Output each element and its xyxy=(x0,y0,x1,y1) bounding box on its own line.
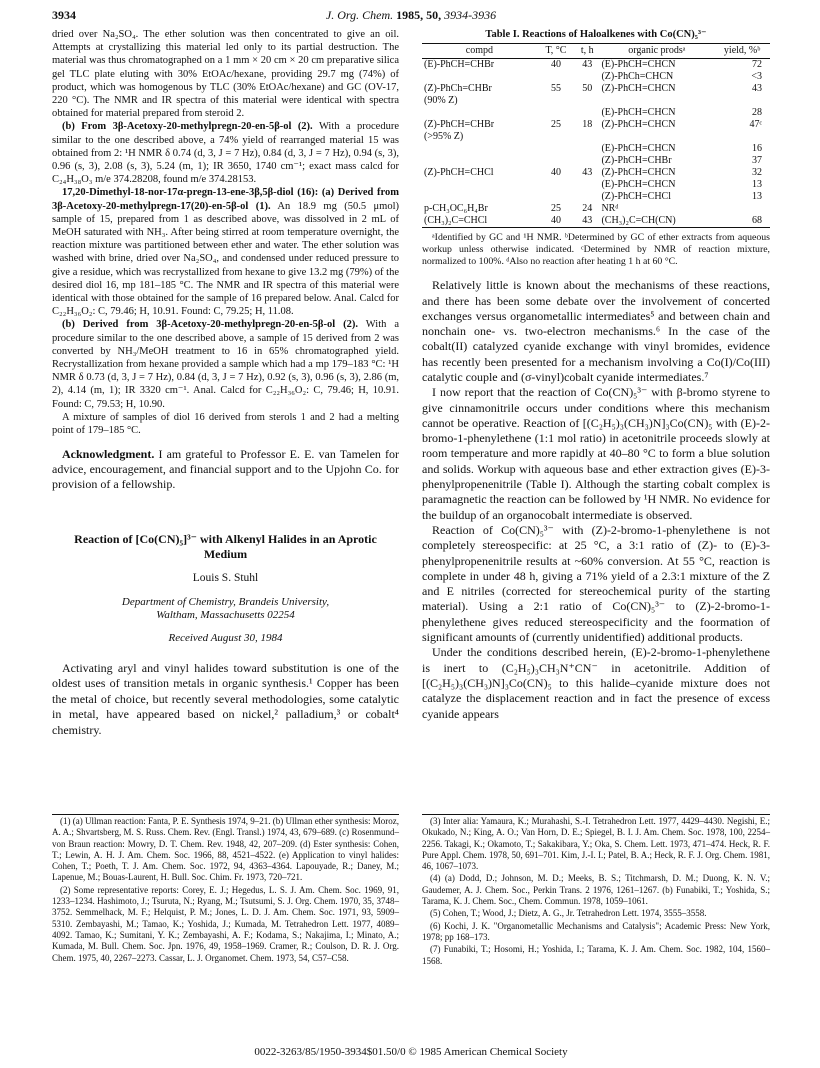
running-header xyxy=(52,8,770,26)
table-row xyxy=(422,119,770,131)
article-affiliation xyxy=(52,596,399,622)
table-cell xyxy=(599,95,714,107)
footnote: (4) (a) Dodd, D.; Johnson, M. D.; Meeks, B. S.; Titchmarsh, D. M.; Duong, K. N. V.; Gaudemer, A. J. Chem. Soc., Perkin Trans. 2 1976, 1261–1267. (b) Funabiki, T.; Yoshida, S.; Tarama, K. J. Chem. Soc., Chem. Commun. 1978, 1059–1061. xyxy=(422,873,770,907)
table-row xyxy=(422,83,770,95)
discussion-paragraph-3: Reaction of Co(CN)₅³⁻ with (Z)-2-bromo-1-phenylethene is not completely stereospecific: at 25 °C, a 3:1 ratio of (Z)- to (E)-3-phenylpropenenitrile results at ~60% conversion. At 55 °C, reaction is complete in under 48 h, giving a 71% yield of a 2.3:1 mixture of the Z and E nitriles (corrected for stereochemical purity of the starting material). Using a 2:1 ratio of Co(CN)₅³⁻ to (Z)-2-bromo-1-phenylethene gives reduced stereospecificity and the foormation of significant amounts of (currently unidentified) additional products. xyxy=(422,522,770,645)
acknowledgment xyxy=(52,447,399,492)
table-cell xyxy=(537,131,575,143)
page-number: 3934 xyxy=(52,8,76,22)
affiliation-line-2: Waltham, Massachusetts 02254 xyxy=(156,608,295,621)
table-cell xyxy=(575,155,599,167)
table-row xyxy=(422,107,770,119)
table-cell: 25 xyxy=(550,119,561,131)
table-cell: (E)-PhCH=CHBr xyxy=(424,59,495,71)
footnotes-right xyxy=(422,814,770,968)
table-cell: 18 xyxy=(582,119,593,131)
table-cell: (Z)-PhCH=CHCl xyxy=(424,167,494,179)
table-header-cell: T, °C xyxy=(537,44,575,59)
footnote: (1) (a) Ullman reaction: Fanta, P. E. Synthesis 1974, 9–21. (b) Ullman ether synthesis: Moroz, A. A.; Shvartsberg, M. S. Russ. Chem. Rev. (Engl. Transl.) 1974, 43, 679–689. (c) Rosenmund–von Braun reaction: Mowry, D. T. Chem. Rev. 1948, 42, 207–209. (d) Ester synthesis: Cohen, T.; Lewin, A. H. J. Am. Chem. Soc. 1966, 88, 4521–4522. (e) Application to vinyl halides: Cohen, T.; Poeth, T. J. Am. Chem. Soc. 1972, 94, 4363–4364. Lapouyade, R.; Daney, M.; Lapenue, M.; Bouas-Laurent, H. Bull. Soc. Chim. Fr. 1973, 720–721. xyxy=(52,816,399,883)
acknowledgment-text: I am grateful to Professor E. E. van Tamelen for advice, encouragement, and financial support and to the Upjohn Co. for provision of a fellowship. xyxy=(52,447,400,492)
table-cell: (Z)-PhCH=CHBr xyxy=(424,119,495,131)
table-cell: 40 xyxy=(537,215,575,228)
table-cell: (E)-PhCH=CHCN xyxy=(601,107,676,119)
experimental-16-heading: 17,20-Dimethyl-18-nor-17α-pregn-13-ene-3β,5β-diol (16): (a) Derived from 3β-Acetoxy-20-methylpregn-17(20)-en-5β-ol (1). xyxy=(52,187,399,212)
discussion-paragraph-4: Under the conditions described herein, (E)-2-bromo-1-phenylethene is inert to (C₂H₅)₃CH₃N⁺CN⁻ in acetonitrile. Addition of [(C₂H₅)₃(CH₃)N]₃Co(CN)₅ to this halide–cyanide mixture does not catalyze the displacement reaction and in fact the presence of excess cyanide appears xyxy=(422,645,770,721)
table-cell: 32 xyxy=(752,167,762,179)
table-cell xyxy=(575,191,599,203)
table-cell: (E)-PhCH=CHCN xyxy=(601,143,676,155)
experimental-b2-text: With a procedure similar to the one described above, a sample of 15 derived from 2 was converted by NH₃/MeOH treatment to 16 in 65% chromatographed yield. Recrystallization from hexane provided a sample which had a mp 179–183 °C: ¹H NMR δ 0.73 (d, 3, J = 7 Hz), 0.84 (d, 3, J = 7 Hz), 0.92 (s, 3), 0.96 (s, 3), 2.86 (m, 2), 4.14 (m, 1); IR 3320 cm⁻¹. Anal. Calcd for C₂₂H₃₆O₂: C, 79.46; H, 10.91. Found: C, 79.53; H, 10.90. xyxy=(52,319,399,410)
table-cell: 55 xyxy=(550,83,561,95)
table-cell: (Z)-PhCH=CHCN xyxy=(601,119,676,131)
experimental-16-text: An 18.9 mg (50.5 μmol) sample of 15, prepared from 1 as described above, was dissolved in 2 mL of MeOH saturated with NH₃. After being stirred at room temperature overnight, the reaction mixture was partitioned between ether and water. The ether solution was washed with brine, dried over Na₂SO₄, and condensed under reduced pressure to give a residue, which was recrystallized from hexane to give 13.2 mg (79%) of the desired diol 16, mp 181–185 °C. The NMR and IR spectra of this material were identical with those obtained for the sample of 16 prepared below. Anal. Calcd for C₂₂H₃₆O₂: C, 79.46; H, 10.91. Found: C, 79.25; H, 11.08. xyxy=(52,200,399,318)
table-cell: 68 xyxy=(714,215,770,228)
table-cell xyxy=(537,143,575,155)
table-row xyxy=(422,71,770,83)
table-cell: (Z)-PhCH=CHCl xyxy=(601,191,671,203)
footnote: (3) Inter alia: Yamaura, K.; Murahashi, S.-I. Tetrahedron Lett. 1977, 4429–4430. Negishi, E.; Okukado, N.; King, A. O.; Van Horn, D. E.; Spiegel, B. I. J. Am. Chem. Soc. 1978, 100, 2254–2256. Takagi, K.; Okamoto, T.; Sakakibara, Y.; Oka, S. Chem. Lett. 1973, 471–474. Heck, R. F. Pure Appl. Chem. 1978, 50, 691–701. Kim, J.-I. I.; Patel, B. A.; Heck, R. F. J. Org. Chem. 1981, 46, 1067–1073. xyxy=(422,816,770,872)
table-cell: 40 xyxy=(550,167,561,179)
table-cell: 25 xyxy=(550,203,561,215)
table-cell: 43 xyxy=(575,215,599,228)
table-cell: 47ᶜ xyxy=(749,119,762,131)
table-cell: <3 xyxy=(751,71,762,83)
right-column xyxy=(422,28,770,722)
footnote: (6) Kochi, J. K. "Organometallic Mechanisms and Catalysis"; Academic Press: New York, 1978; pp 168–173. xyxy=(422,920,770,942)
table-cell xyxy=(575,143,599,155)
footnote: (2) Some representative reports: Corey, E. J.; Hegedus, L. S. J. Am. Chem. Soc. 1969, 91, 1233–1234. Hashimoto, J.; Tsuruta, N.; Ryang, M.; Tsutsumi, S. J. Org. Chem. 1970, 35, 3748–3752. Semmelhack, M. F.; Helquist, P. M.; Jones, L. D. J. Am. Chem. Soc. 1971, 93, 5909–5310. Zembayashi, M.; Tamao, K.; Yoshida, J.; Kumada, M. Tetrahedron Lett. 1977, 4089–4092. Tamao, K.; Sumitani, Y. K.; Zembayashi, A. F.; Kodama, S.; Nakajima, I.; Minato, A.; Kumada, M. Bull. Chem. Soc. Jpn. 1976, 49, 1958–1969. Cramer, R.; Coulson, D. R. J. Org. Chem. 1975, 40, 2267–2273. Cassar, L. J. Organomet. Chem. 1973, 54, C57–C58. xyxy=(52,884,399,963)
table-row xyxy=(422,215,770,228)
table-cell xyxy=(714,95,770,107)
table-cell xyxy=(422,191,537,203)
copyright-footer: 0022-3263/85/1950-3934$01.50/0 © 1985 American Chemical Society xyxy=(254,1046,568,1058)
affiliation-line-1: Department of Chemistry, Brandeis University, xyxy=(121,595,330,608)
table-cell: 43 xyxy=(582,167,593,179)
table-cell xyxy=(599,131,714,143)
table-cell: (Z)-PhCh=CHCN xyxy=(601,71,674,83)
table-row xyxy=(422,143,770,155)
table-cell: 40 xyxy=(550,59,561,71)
table-cell: (Z)-PhCh=CHBr xyxy=(424,83,492,95)
table-cell: 37 xyxy=(752,155,762,167)
acknowledgment-heading: Acknowledgment. xyxy=(62,447,155,462)
experimental-intro: dried over Na₂SO₄. The ether solution was then concentrated to give an oil. Attempts at crystallizing this material led only to its partial destruction. The material was thus chromatographed on a 1 mm × 20 cm × 20 cm preparative silica gel TLC plate eluting with 30% EtOAc/hexane, providing 29.7 mg (74%) of product, which was homogenous by TLC (30% EtOAc/hexane) and GC (OV-17, 220 °C). The NMR and IR spectra of this material were identical with spectra obtained for material prepared from steroid 2. xyxy=(52,29,399,120)
table-cell xyxy=(537,95,575,107)
page-range: 3934-3936 xyxy=(444,8,497,22)
table-cell: (CH₃)₂C=CHCl xyxy=(422,215,537,228)
discussion-text xyxy=(422,278,770,722)
discussion-paragraph-1: Relatively little is known about the mechanisms of these reactions, and there has been some debate over the involvement of concerted exchanges versus organometallic intermediates⁵ and between chain and nonchain one- vs. two-electron mechanisms.⁶ In the case of the cobalt(II) catalyzed cyanide exchange with vinyl bromides, evidence has recently been presented for a mechanism involving a Co(I)/Co(III) catalytic couple and (σ-vinyl)cobalt cyanide intermediates.⁷ xyxy=(422,278,770,384)
journal-citation xyxy=(52,8,770,23)
table-cell xyxy=(537,191,575,203)
table-cell xyxy=(422,155,537,167)
table-row xyxy=(422,179,770,191)
table-cell: 43 xyxy=(582,59,593,71)
table-cell: (Z)-PhCH=CHCN xyxy=(601,83,676,95)
table-header-cell: yield, %ᵇ xyxy=(714,44,770,59)
footnote: (7) Funabiki, T.; Hosomi, H.; Yoshida, I.; Tarama, K. J. Am. Chem. Soc. 1982, 104, 1560–1568. xyxy=(422,944,770,966)
experimental-mixture: A mixture of samples of diol 16 derived from sterols 1 and 2 had a melting point of 179–185 °C. xyxy=(52,411,399,437)
table-cell xyxy=(575,107,599,119)
table-row xyxy=(422,155,770,167)
article-author: Louis S. Stuhl xyxy=(192,572,259,585)
table-cell xyxy=(575,95,599,107)
experimental-b2 xyxy=(52,318,399,410)
table-cell: (Z)-PhCH=CHCN xyxy=(601,167,676,179)
table-cell: 13 xyxy=(752,191,762,203)
table-body xyxy=(422,59,770,228)
results-table xyxy=(422,43,770,228)
footnote-rule xyxy=(52,814,399,815)
table-cell xyxy=(575,179,599,191)
experimental-16 xyxy=(52,186,399,318)
table-cell: (E)-PhCH=CHCN xyxy=(601,179,676,191)
article-intro-paragraph: Activating aryl and vinyl halides toward substitution is one of the oldest uses of transition metals in organic synthesis.¹ Copper has been the metal of choice, but recently several methodologies, some catalytic in metal, have appeared based on nickel,² palladium,³ or cobalt⁴ chemistry. xyxy=(52,660,399,737)
table-row xyxy=(422,191,770,203)
footnote: (5) Cohen, T.; Wood, J.; Dietz, A. G., Jr. Tetrahedron Lett. 1974, 3555–3558. xyxy=(430,908,707,919)
table-cell: (90% Z) xyxy=(424,95,458,107)
table-cell: NRᵈ xyxy=(601,203,619,215)
table-header-cell: organic prodsᵃ xyxy=(599,44,714,59)
experimental-b1 xyxy=(52,120,399,186)
experimental-b1-text: With a procedure similar to the one described above, a 74% yield of rearranged material 15 was obtained from 2: ¹H NMR δ 0.74 (d, 3, J = 7 Hz), 0.84 (d, 3, J = 7 Hz), 0.94 (s, 3), 0.96 (s, 3), 2.08 (s, 3), 5.24 (m, 1); IR 3650, 1740 cm⁻¹; exact mass calcd for C₂₄H₃₈O₃ m/e 374.28208, found m/e 374.28153. xyxy=(52,121,399,186)
table-header-cell: t, h xyxy=(575,44,599,59)
table-cell: 72 xyxy=(752,59,762,71)
table-row xyxy=(422,203,770,215)
footnote-rule xyxy=(422,814,770,815)
article-title: Reaction of [Co(CN)₅]³⁻ with Alkenyl Halides in an Aprotic Medium xyxy=(74,532,377,562)
table-cell xyxy=(575,71,599,83)
table-cell xyxy=(714,203,770,215)
experimental-b2-heading: (b) Derived from 3β-Acetoxy-20-methylpregn-20-en-5β-ol (2). xyxy=(62,319,358,331)
journal-name: J. Org. Chem. xyxy=(325,8,394,22)
table-row xyxy=(422,167,770,179)
table-cell xyxy=(422,143,537,155)
table-cell: 43 xyxy=(752,83,762,95)
table-cell: (>95% Z) xyxy=(424,131,464,143)
table-cell xyxy=(714,131,770,143)
table-row xyxy=(422,59,770,72)
table-cell: (CH₃)₂C=CH(CN) xyxy=(599,215,714,228)
table-cell xyxy=(422,179,537,191)
table-header-cell: compd xyxy=(422,44,537,59)
table-row xyxy=(422,131,770,143)
table-cell: (E)-PhCH=CHCN xyxy=(601,59,676,71)
table-cell xyxy=(537,155,575,167)
table-cell: (Z)-PhCH=CHBr xyxy=(601,155,672,167)
table-header-row xyxy=(422,44,770,59)
table-footnote: ᵃIdentified by GC and ¹H NMR. ᵇDetermined by GC of ether extracts from aqueous workup unless otherwise indicated. ᶜDetermined by NMR of reaction mixture, normalized to 100%. ᵈAlso no reaction after heating 1 h at 60 °C. xyxy=(422,232,770,268)
table-cell: 13 xyxy=(752,179,762,191)
table-cell: 50 xyxy=(582,83,593,95)
received-date: Received August 30, 1984 xyxy=(168,631,283,644)
table-cell xyxy=(537,71,575,83)
table-cell xyxy=(422,71,537,83)
table-cell: p-CH₃OC₆H₄Br xyxy=(424,203,488,215)
experimental-b1-heading: (b) From 3β-Acetoxy-20-methylpregn-20-en-5β-ol (2). xyxy=(62,121,313,133)
table-cell xyxy=(537,179,575,191)
table-cell xyxy=(422,107,537,119)
volume-year: 1985, 50, xyxy=(396,8,442,22)
table-cell xyxy=(575,131,599,143)
left-column xyxy=(52,28,399,738)
table-row xyxy=(422,95,770,107)
discussion-paragraph-2: I now report that the reaction of Co(CN)₅³⁻ with β-bromo styrene to give cinnamonitrile occurs under conditions where this mechanism cannot be operative. Reaction of [(C₂H₅)₃(CH₃)N]₃Co(CN)₅ with (E)-2-bromo-1-phenylethene (1:1 mol ratio) in acetonitrile proceeds slowly at room temperature and more rapidly at 40–80 °C to form a blue solution and solids. Workup with aqueous base and ether extraction gives (E)-3-phenylpropenenitrile (Table I). Although the starting cobalt complex is paramagnetic the reaction can be followed by ¹H NMR. No evidence for the buildup of an organocobalt intermediate is observed. xyxy=(422,385,770,522)
table-cell: 16 xyxy=(752,143,762,155)
footnotes-left xyxy=(52,814,399,965)
table-cell xyxy=(537,107,575,119)
table-cell: 28 xyxy=(752,107,762,119)
table-caption: Table I. Reactions of Haloalkenes with Co(CN)₅³⁻ xyxy=(485,29,707,40)
table-cell: 24 xyxy=(582,203,593,215)
